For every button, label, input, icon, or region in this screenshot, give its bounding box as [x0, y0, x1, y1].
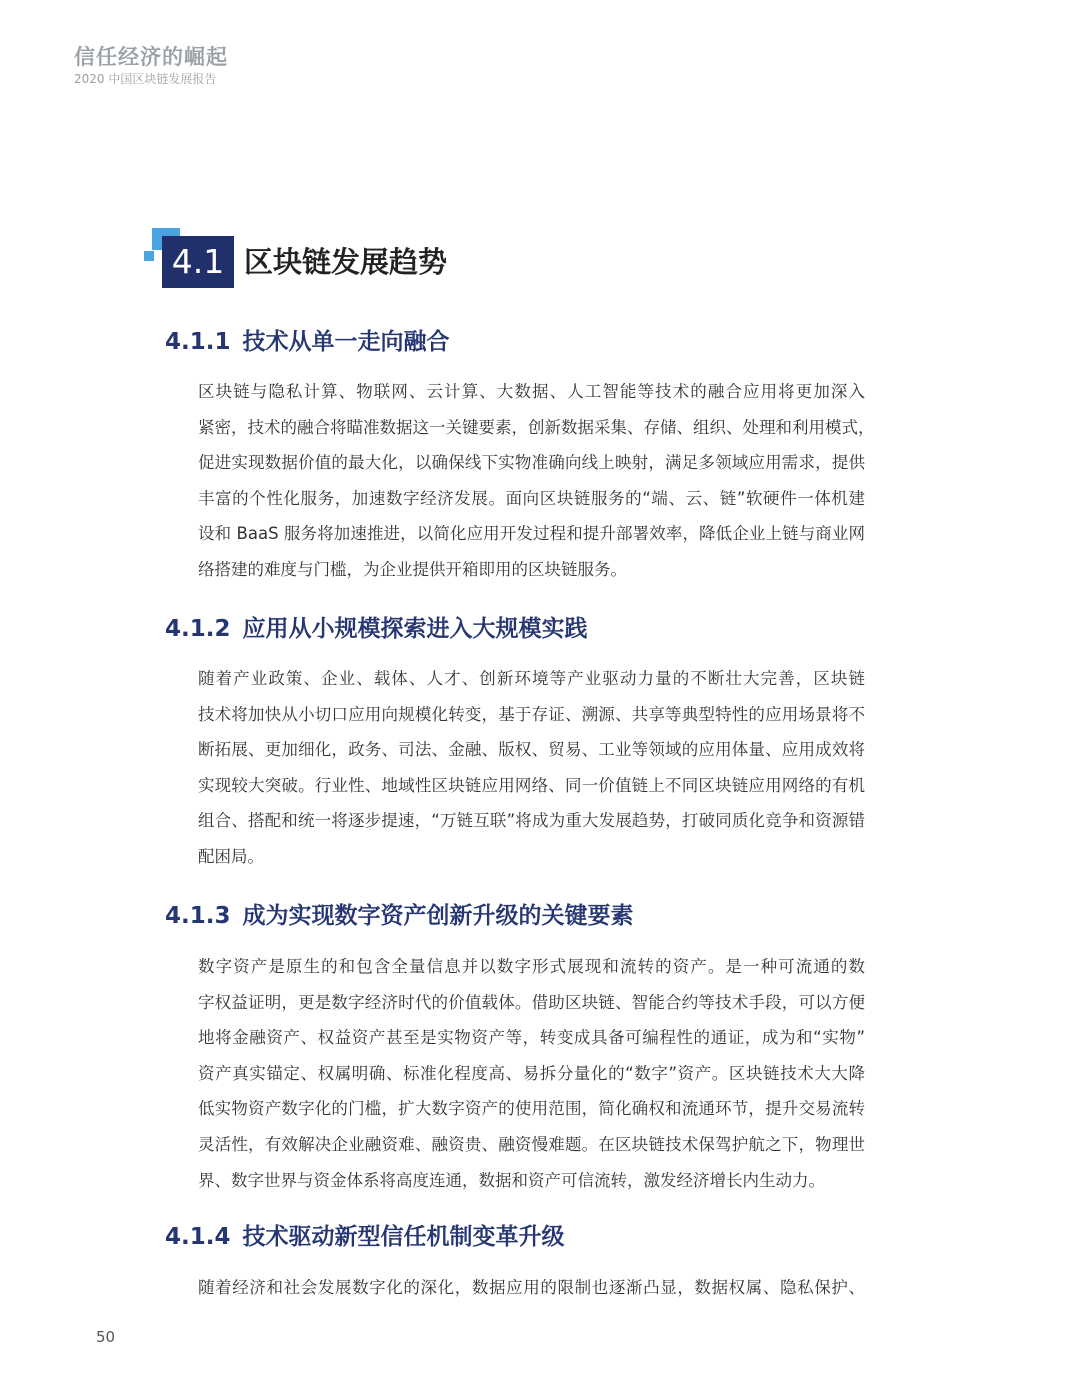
paragraph-4-1-1 [165, 374, 875, 588]
text-line: 配困局。 [198, 846, 264, 866]
text-line: 地将金融资产、权益资产甚至是实物资产等，转变成具备可编程性的通证，成为和“实物” [198, 1028, 865, 1048]
subsection-heading-4-1-3 [165, 901, 634, 931]
section-heading [144, 228, 844, 288]
text-line: 灵活性，有效解决企业融资难、融资贵、融资慢难题。在区块链技术保驾护航之下，物理世 [198, 1134, 865, 1154]
subsection-number: 4.1.2 [165, 616, 231, 642]
report-title: 信任经济的崛起 [74, 45, 228, 69]
page-number: 50 [96, 1328, 116, 1346]
subsection-title: 技术从单一走向融合 [242, 329, 450, 355]
subsection-title: 成为实现数字资产创新升级的关键要素 [242, 903, 634, 929]
text-line: 络搭建的难度与门槛，为企业提供开箱即用的区块链服务。 [198, 559, 627, 579]
subsection-number: 4.1.1 [165, 329, 231, 355]
text-line: 字权益证明，更是数字经济时代的价值载体。借助区块链、智能合约等技术手段，可以方便 [198, 992, 865, 1012]
subsection-heading-4-1-1 [165, 327, 450, 357]
paragraph-4-1-2 [165, 661, 865, 875]
subsection-number: 4.1.3 [165, 903, 231, 929]
section-number: 4.1 [162, 236, 234, 288]
section-title: 区块链发展趋势 [244, 245, 448, 279]
text-line: 设和 BaaS 服务将加速推进，以简化应用开发过程和提升部署效率，降低企业上链与商业网 [198, 524, 865, 544]
paragraph-4-1-4 [165, 1270, 865, 1306]
heading-decor-dot [144, 251, 154, 261]
text-line: 紧密，技术的融合将瞄准数据这一关键要素，创新数据采集、存储、组织、处理和利用模式， [198, 417, 875, 437]
text-line: 促进实现数据价值的最大化，以确保线下实物准确向线上映射，满足多领域应用需求，提供 [198, 453, 865, 473]
subsection-title: 技术驱动新型信任机制变革升级 [242, 1224, 565, 1250]
subsection-heading-4-1-2 [165, 614, 588, 644]
text-line: 区块链与隐私计算、物联网、云计算、大数据、人工智能等技术的融合应用将更加深入 [198, 382, 865, 401]
text-line: 组合、搭配和统一将逐步提速，“万链互联”将成为重大发展趋势，打破同质化竞争和资源错 [198, 811, 865, 831]
text-line: 实现较大突破。行业性、地域性区块链应用网络、同一价值链上不同区块链应用网络的有机 [198, 775, 865, 795]
report-subtitle: 2020 中国区块链发展报告 [74, 72, 217, 86]
text-line: 技术将加快从小切口应用向规模化转变，基于存证、溯源、共享等典型特性的应用场景将不 [198, 704, 865, 724]
text-line: 随着产业政策、企业、载体、人才、创新环境等产业驱动力量的不断壮大完善，区块链 [198, 669, 865, 688]
subsection-heading-4-1-4 [165, 1222, 565, 1252]
text-line: 丰富的个性化服务，加速数字经济发展。面向区块链服务的“端、云、链”软硬件一体机建 [198, 488, 865, 508]
subsection-title: 应用从小规模探索进入大规模实践 [242, 616, 588, 642]
text-line: 数字资产是原生的和包含全量信息并以数字形式展现和流转的资产。是一种可流通的数 [198, 957, 865, 976]
text-line: 资产真实锚定、权属明确、标准化程度高、易拆分量化的“数字”资产。区块链技术大大降 [198, 1063, 865, 1083]
text-line: 随着经济和社会发展数字化的深化，数据应用的限制也逐渐凸显，数据权属、隐私保护、 [198, 1278, 865, 1297]
text-line: 低实物资产数字化的门槛，扩大数字资产的使用范围，简化确权和流通环节，提升交易流转 [198, 1099, 865, 1119]
text-line: 断拓展、更加细化，政务、司法、金融、版权、贸易、工业等领域的应用体量、应用成效将 [198, 740, 865, 760]
text-line: 界、数字世界与资金体系将高度连通，数据和资产可信流转，激发经济增长内生动力。 [198, 1170, 825, 1190]
paragraph-4-1-3 [165, 949, 865, 1198]
subsection-number: 4.1.4 [165, 1224, 231, 1250]
running-header [74, 44, 228, 87]
